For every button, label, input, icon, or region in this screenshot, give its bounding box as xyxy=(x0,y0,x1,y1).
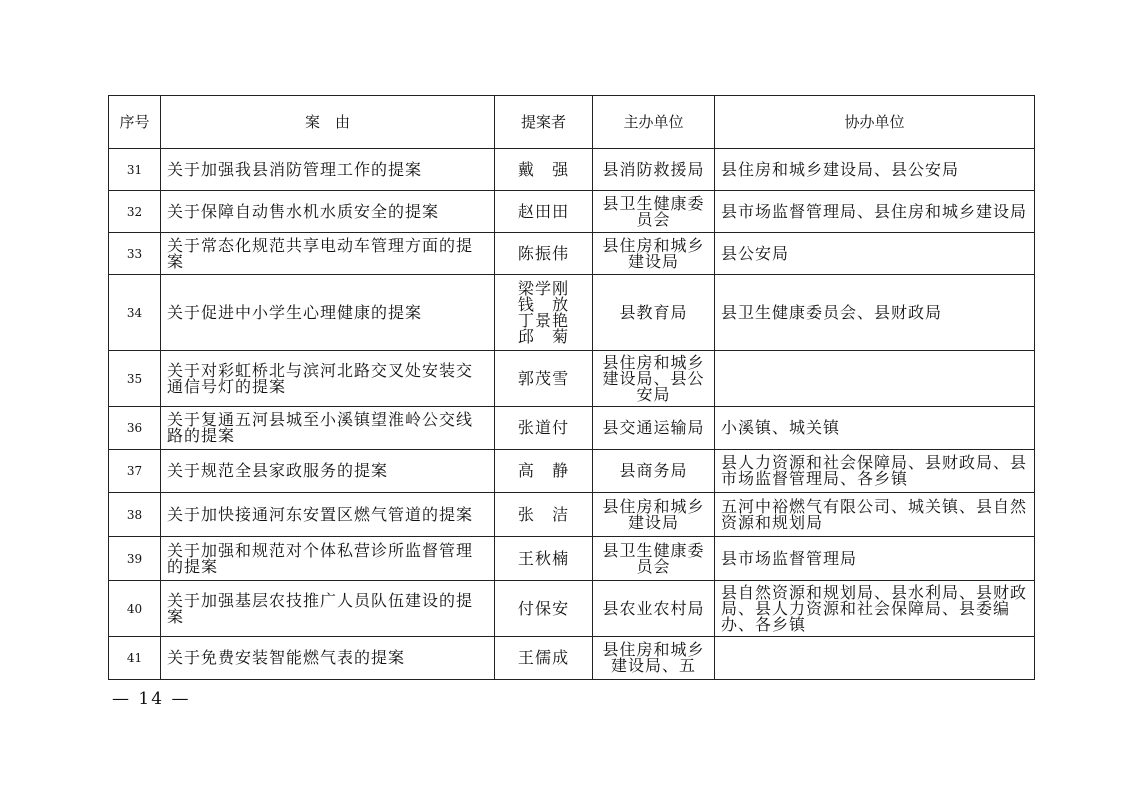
cell-host: 县农业农村局 xyxy=(593,581,715,637)
cell-reason: 关于复通五河县城至小溪镇望淮岭公交线路的提案 xyxy=(161,407,495,450)
header-reason: 案 由 xyxy=(161,96,495,149)
cell-host: 县消防救援局 xyxy=(593,149,715,191)
cell-host: 县交通运输局 xyxy=(593,407,715,450)
proposer-name: 张 洁 xyxy=(517,504,570,524)
proposer-name: 高 静 xyxy=(517,461,570,480)
header-no: 序号 xyxy=(109,96,161,149)
proposer-name: 陈振伟 xyxy=(517,243,570,263)
cell-host: 县商务局 xyxy=(593,450,715,493)
cell-reason: 关于免费安装智能燃气表的提案 xyxy=(161,637,495,680)
proposer-name: 王秋楠 xyxy=(517,548,570,568)
cell-proposer xyxy=(495,581,593,637)
cell-reason: 关于加快接通河东安置区燃气管道的提案 xyxy=(161,493,495,537)
table-row xyxy=(109,637,1035,680)
cell-proposer xyxy=(495,275,593,351)
table-row xyxy=(109,191,1035,233)
cell-host: 县卫生健康委员会 xyxy=(593,191,715,233)
cell-host: 县教育局 xyxy=(593,275,715,351)
cell-reason: 关于促进中小学生心理健康的提案 xyxy=(161,275,495,351)
cell-proposer xyxy=(495,493,593,537)
cell-reason: 关于加强和规范对个体私营诊所监督管理的提案 xyxy=(161,537,495,581)
cell-assist: 五河中裕燃气有限公司、城关镇、县自然资源和规划局 xyxy=(715,493,1035,537)
proposer-name: 张道付 xyxy=(517,418,570,437)
table-row xyxy=(109,149,1035,191)
cell-assist: 县市场监督管理局 xyxy=(715,537,1035,581)
cell-proposer xyxy=(495,450,593,493)
cell-proposer xyxy=(495,407,593,450)
proposer-name: 钱 放 xyxy=(517,294,570,314)
proposer-name: 梁学刚 xyxy=(517,278,570,298)
cell-assist xyxy=(715,351,1035,407)
proposer-name: 王儒成 xyxy=(517,648,570,667)
cell-proposer xyxy=(495,637,593,680)
cell-assist: 县住房和城乡建设局、县公安局 xyxy=(715,149,1035,191)
page-number: — 14 — xyxy=(112,689,191,709)
proposer-name: 丁景艳 xyxy=(517,310,570,330)
cell-no: 40 xyxy=(109,581,161,637)
table-header-row xyxy=(109,96,1035,149)
cell-no: 32 xyxy=(109,191,161,233)
cell-reason: 关于保障自动售水机水质安全的提案 xyxy=(161,191,495,233)
cell-reason: 关于规范全县家政服务的提案 xyxy=(161,450,495,493)
cell-no: 33 xyxy=(109,233,161,275)
cell-assist: 小溪镇、城关镇 xyxy=(715,407,1035,450)
table-row xyxy=(109,493,1035,537)
cell-proposer xyxy=(495,233,593,275)
cell-no: 39 xyxy=(109,537,161,581)
cell-reason: 关于加强我县消防管理工作的提案 xyxy=(161,149,495,191)
cell-host: 县卫生健康委员会 xyxy=(593,537,715,581)
table-body xyxy=(109,149,1035,680)
cell-no: 35 xyxy=(109,351,161,407)
cell-no: 38 xyxy=(109,493,161,537)
proposer-name: 邱 菊 xyxy=(517,326,570,346)
cell-reason: 关于加强基层农技推广人员队伍建设的提案 xyxy=(161,581,495,637)
cell-no: 34 xyxy=(109,275,161,351)
cell-assist: 县市场监督管理局、县住房和城乡建设局 xyxy=(715,191,1035,233)
cell-assist: 县公安局 xyxy=(715,233,1035,275)
cell-no: 36 xyxy=(109,407,161,450)
table-row xyxy=(109,407,1035,450)
cell-reason: 关于常态化规范共享电动车管理方面的提案 xyxy=(161,233,495,275)
cell-assist xyxy=(715,637,1035,680)
cell-assist: 县自然资源和规划局、县水利局、县财政局、县人力资源和社会保障局、县委编办、各乡镇 xyxy=(715,581,1035,637)
cell-proposer xyxy=(495,537,593,581)
table-row xyxy=(109,233,1035,275)
cell-assist: 县卫生健康委员会、县财政局 xyxy=(715,275,1035,351)
cell-assist: 县人力资源和社会保障局、县财政局、县市场监督管理局、各乡镇 xyxy=(715,450,1035,493)
cell-host: 县住房和城乡建设局、五 xyxy=(593,637,715,680)
proposer-name: 戴 强 xyxy=(517,159,570,179)
header-assist: 协办单位 xyxy=(715,96,1035,149)
cell-proposer xyxy=(495,149,593,191)
cell-host: 县住房和城乡建设局 xyxy=(593,493,715,537)
proposer-name: 赵田田 xyxy=(517,201,570,221)
cell-no: 31 xyxy=(109,149,161,191)
header-proposer: 提案者 xyxy=(495,96,593,149)
table-row xyxy=(109,275,1035,351)
table-row xyxy=(109,351,1035,407)
cell-no: 41 xyxy=(109,637,161,680)
cell-host: 县住房和城乡建设局、县公安局 xyxy=(593,351,715,407)
proposer-name: 郭茂雪 xyxy=(517,368,570,388)
proposals-table xyxy=(108,95,1035,680)
cell-proposer xyxy=(495,351,593,407)
table-row xyxy=(109,581,1035,637)
proposer-name: 付保安 xyxy=(517,598,570,618)
table-row xyxy=(109,537,1035,581)
table-row xyxy=(109,450,1035,493)
header-host: 主办单位 xyxy=(593,96,715,149)
cell-no: 37 xyxy=(109,450,161,493)
cell-proposer xyxy=(495,191,593,233)
cell-host: 县住房和城乡建设局 xyxy=(593,233,715,275)
cell-reason: 关于对彩虹桥北与滨河北路交叉处安装交通信号灯的提案 xyxy=(161,351,495,407)
